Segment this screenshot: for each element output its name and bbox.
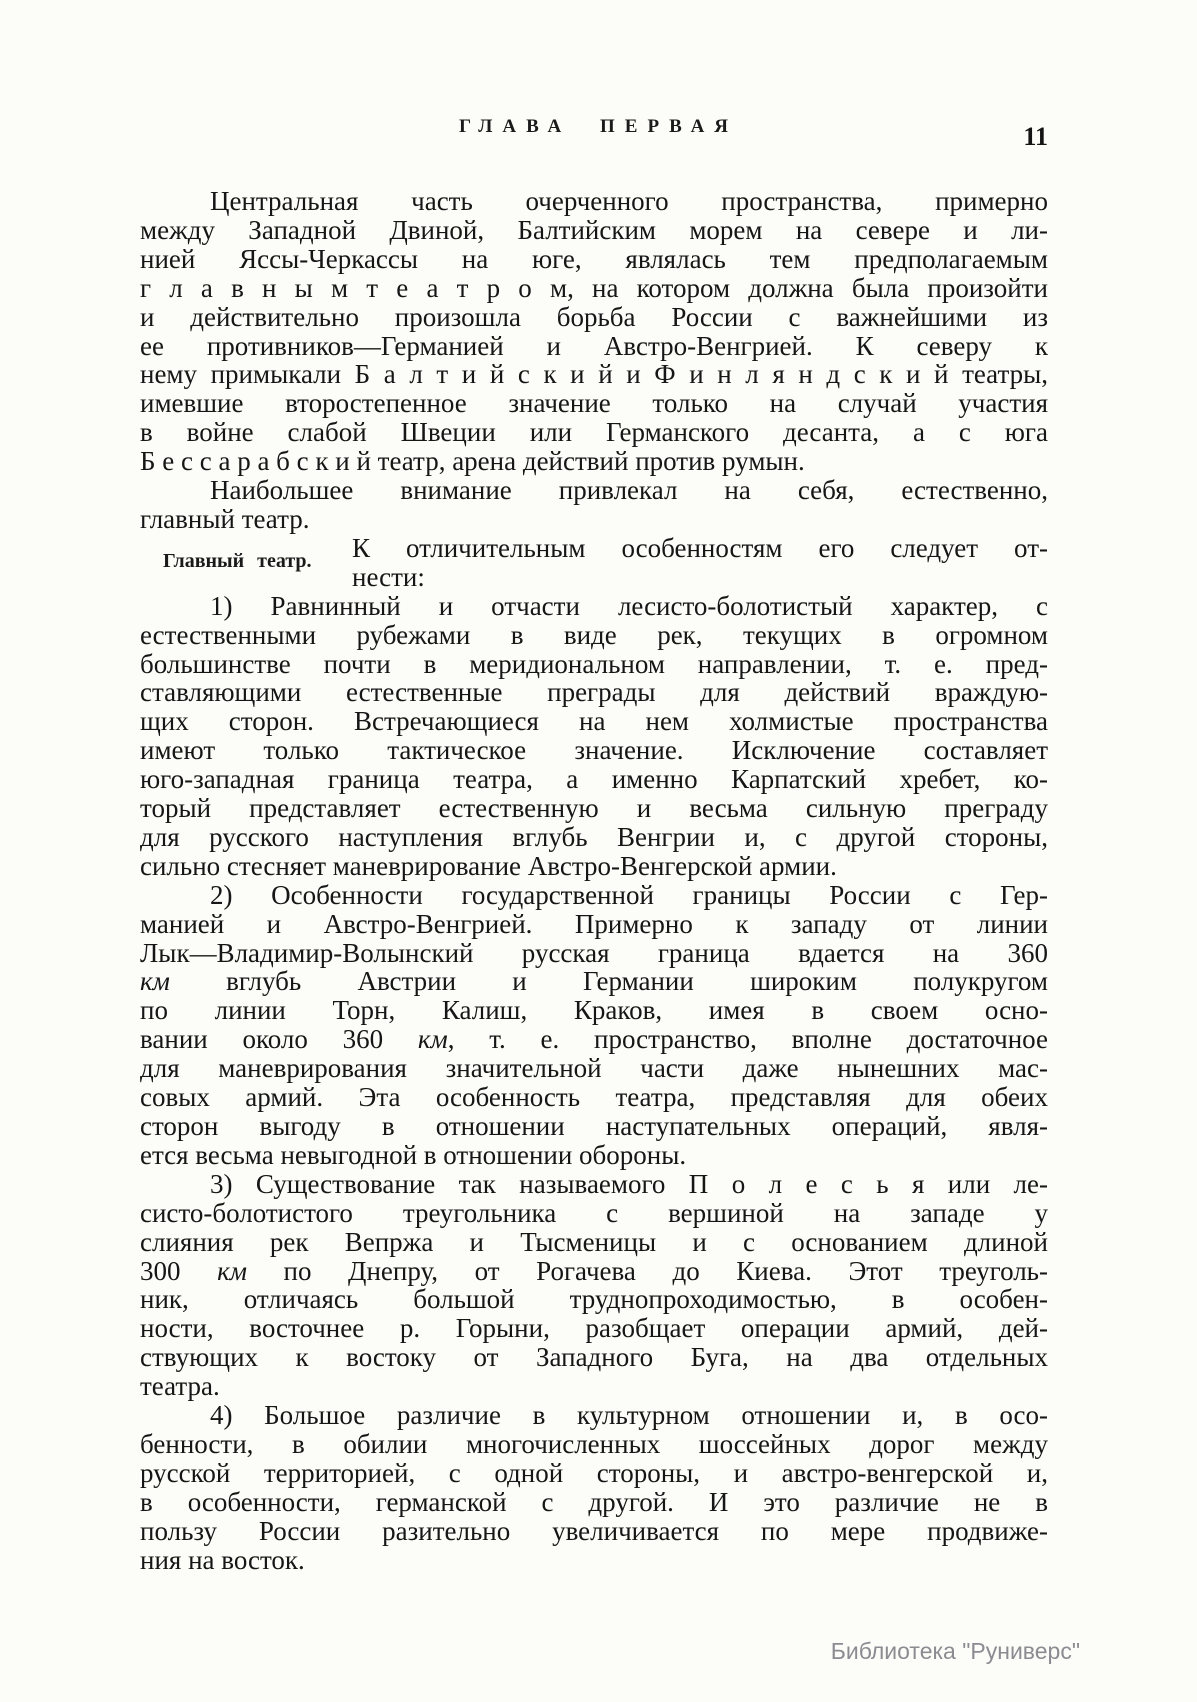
chapter-running-head: ГЛАВА ПЕРВАЯ bbox=[458, 116, 739, 137]
text-line: и действительно произошла борьба России с важнейшими из bbox=[140, 301, 1048, 332]
text-line: ности, восточнее р. Горыни, разобщает операции армий, дей- bbox=[140, 1313, 1048, 1344]
sidenote-paragraph bbox=[140, 534, 1048, 592]
text-line: 1) Равнинный и отчасти лесисто-болотистый характер, с bbox=[210, 590, 1048, 621]
sidenote-label: Главный театр. bbox=[163, 549, 312, 572]
text-line: для русского наступления вглубь Венгрии и, с другой стороны, bbox=[140, 821, 1048, 852]
text-line: совых армий. Эта особенность театра, представляя для обеих bbox=[140, 1082, 1048, 1113]
text-line: 300 км по Днепру, от Рогачева до Киева. Этот треуголь- bbox=[140, 1255, 1048, 1286]
text-line: в войне слабой Швеции или Германского десанта, а с юга bbox=[140, 417, 1048, 448]
text-line: 2) Особенности государственной границы России с Гер- bbox=[210, 879, 1048, 910]
sidenote-text bbox=[352, 534, 1048, 592]
text-line: К отличительным особенностям его следует от- bbox=[352, 532, 1048, 563]
page-number: 11 bbox=[1023, 122, 1048, 151]
page-body bbox=[140, 187, 1048, 1575]
text-line: слияния рек Вепржа и Тысменицы и с основанием длиной bbox=[140, 1226, 1048, 1257]
text-line: Лык—Владимир-Волынский русская граница вдается на 360 bbox=[140, 937, 1048, 968]
text-line: юго-западная граница театра, а именно Карпатский хребет, ко- bbox=[140, 764, 1048, 795]
text-line: имевшие второстепенное значение только на случай участия bbox=[140, 388, 1048, 419]
text-line: в особенности, германской с другой. И это различие не в bbox=[140, 1486, 1048, 1517]
text-line: ствующих к востоку от Западного Буга, на два отдельных bbox=[140, 1342, 1048, 1373]
paragraph bbox=[140, 1401, 1048, 1574]
text-line: нести: bbox=[352, 561, 425, 592]
text-line: ставляющими естественные преграды для действий враждую- bbox=[140, 677, 1048, 708]
text-line: по линии Торн, Калиш, Краков, имея в своем осно- bbox=[140, 995, 1048, 1026]
text-line: русской территорией, с одной стороны, и австро-венгерской и, bbox=[140, 1457, 1048, 1488]
paragraph bbox=[140, 476, 1048, 534]
text-line: для маневрирования значительной части даже нынешних мас- bbox=[140, 1053, 1048, 1084]
text-line: ник, отличаясь большой труднопроходимостью, в особен- bbox=[140, 1284, 1048, 1315]
text-line: большинстве почти в меридиональном направлении, т. е. пред- bbox=[140, 648, 1048, 679]
paragraph bbox=[140, 592, 1048, 881]
paragraph bbox=[140, 187, 1048, 476]
text-line: Б е с с а р а б с к и й театр, арена действий против румын. bbox=[140, 446, 805, 477]
text-line: торый представляет естественную и весьма сильную преграду bbox=[140, 793, 1048, 824]
text-line: сторон выгоду в отношении наступательных операций, явля- bbox=[140, 1111, 1048, 1141]
text-line: манией и Австро-Венгрией. Примерно к западу от линии bbox=[140, 908, 1048, 939]
text-line: щих сторон. Встречающиеся на нем холмистые пространства bbox=[140, 706, 1048, 737]
library-watermark: Библиотека "Руниверс" bbox=[830, 1638, 1080, 1664]
text-line: ния на восток. bbox=[140, 1544, 305, 1575]
text-line: пользу России разительно увеличивается по мере продвиже- bbox=[140, 1515, 1048, 1546]
text-line: ее противников—Германией и Австро-Венгрией. К северу к bbox=[140, 330, 1048, 361]
text-line: ется весьма невыгодной в отношении обороны. bbox=[140, 1139, 687, 1170]
text-line: главный театр. bbox=[140, 503, 310, 534]
text-line: театра. bbox=[140, 1371, 220, 1402]
text-line: систо-болотистого треугольника с вершиной на западе у bbox=[140, 1197, 1048, 1228]
paragraph bbox=[140, 1170, 1048, 1401]
text-line: г л а в н ы м т е а т р о м, на котором должна была произойти bbox=[140, 272, 1048, 303]
text-line: км вглубь Австрии и Германии широким полукругом bbox=[140, 966, 1048, 997]
text-line: нему примыкали Б а л т и й с к и й и Ф и н л я н д с к и й театры, bbox=[140, 359, 1048, 390]
text-line: вании около 360 км, т. е. пространство, вполне достаточное bbox=[140, 1024, 1048, 1055]
text-line: Наибольшее внимание привлекал на себя, естественно, bbox=[210, 475, 1048, 506]
text-line: нией Яссы-Черкассы на юге, являлась тем предполагаемым bbox=[140, 243, 1048, 274]
text-line: естественными рубежами в виде рек, текущих в огромном bbox=[140, 619, 1048, 650]
text-line: Центральная часть очерченного пространства, примерно bbox=[210, 186, 1048, 216]
text-line: между Западной Двиной, Балтийским морем на севере и ли- bbox=[140, 214, 1048, 245]
text-line: имеют только тактическое значение. Исключение составляет bbox=[140, 735, 1048, 766]
text-line: 3) Существование так называемого П о л е с ь я или ле- bbox=[210, 1168, 1048, 1199]
text-line: бенности, в обилии многочисленных шоссейных дорог между bbox=[140, 1428, 1048, 1459]
text-line: сильно стесняет маневрирование Австро-Венгерской армии. bbox=[140, 850, 837, 881]
paragraph bbox=[140, 881, 1048, 1170]
text-line: 4) Большое различие в культурном отношении и, в осо- bbox=[210, 1400, 1048, 1431]
